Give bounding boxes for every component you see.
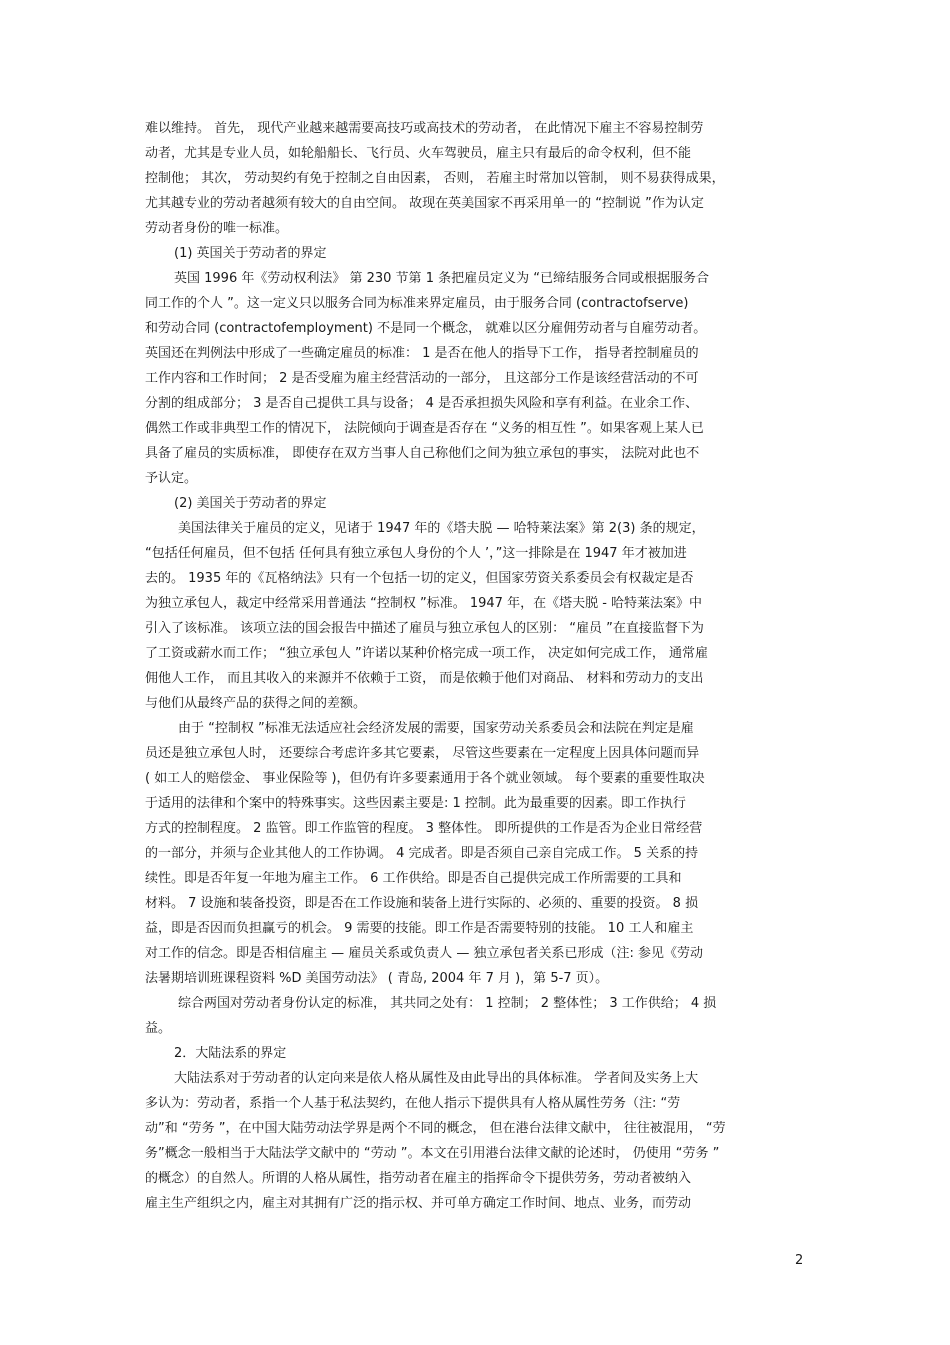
text-line: 去的。 1935 年的《瓦格纳法》只有一个包括一切的定义，但国家劳资关系委员会有权裁定是否 xyxy=(145,571,694,586)
text-line: ( 如工人的赔偿金、 事业保险等 )，但仍有许多要素通用于各个就业领域。 每个要素的重要性取决 xyxy=(145,771,705,786)
text-line: 劳动者身份的唯一标准。 xyxy=(145,221,289,236)
text-line: 与他们从最终产品的获得之间的差额。 xyxy=(145,696,367,711)
text-line: “包括任何雇员，但不包括 任何具有独立承包人身份的个人 ’，”这一排除是在 1947 年才被加进 xyxy=(145,546,687,561)
text-line: 尤其越专业的劳动者越须有较大的自由空间。 故现在英美国家不再采用单一的 “控制说 ”作为认定 xyxy=(145,196,704,211)
text-line: 为独立承包人，裁定中经常采用普通法 “控制权 ”标准。 1947 年，在《塔夫脱 - 哈特莱法案》中 xyxy=(145,596,703,611)
text-line: 于适用的法律和个案中的特殊事实。这些因素主要是: 1 控制。此为最重要的因素。即工作执行 xyxy=(145,796,686,811)
text-line: 的概念）的自然人。所谓的人格从属性，指劳动者在雇主的指挥命令下提供劳务，劳动者被纳入 xyxy=(145,1171,692,1186)
text-line: 引入了该标准。 该项立法的国会报告中描述了雇员与独立承包人的区别： “雇员 ”在直接监督下为 xyxy=(145,621,704,636)
text-line: 材料。 7 设施和装备投资，即是否在工作设施和装备上进行实际的、必须的、重要的投资。 8 损 xyxy=(145,896,699,911)
text-line: 员还是独立承包人时， 还要综合考虑许多其它要素， 尽管这些要素在一定程度上因具体问题而异 xyxy=(145,746,700,761)
text-line: 益。 xyxy=(145,1021,172,1036)
text-line: 雇主生产组织之内，雇主对其拥有广泛的指示权、并可单方确定工作时间、地点、业务，而劳动 xyxy=(145,1196,692,1211)
text-line: 佣他人工作， 而且其收入的来源并不依赖于工资， 而是依赖于他们对商品、 材料和劳动力的支出 xyxy=(145,671,704,686)
text-line: 的一部分，并须与企业其他人的工作协调。 4 完成者。即是否须自己亲自完成工作。 5 关系的持 xyxy=(145,846,699,861)
section-heading: 2．大陆法系的界定 xyxy=(174,1046,287,1061)
text-line: 控制他； 其次， 劳动契约有免于控制之自由因素， 否则， 若雇主时常加以管制， 则不易获得成果， xyxy=(145,171,725,186)
page-number: 2 xyxy=(795,1253,804,1268)
section-heading: (1) 英国关于劳动者的界定 xyxy=(174,246,327,261)
text-line: 续性。即是否年复一年地为雇主工作。 6 工作供给。即是否自己提供完成工作所需要的工具和 xyxy=(145,871,682,886)
text-line: 美国法律关于雇员的定义，见诸于 1947 年的《塔夫脱 — 哈特莱法案》第 2(3) 条的规定， xyxy=(178,521,705,536)
text-line: 法暑期培训班课程资料 %D 美国劳动法》 ( 青岛, 2004 年 7 月 )，第 5-7 页）。 xyxy=(145,971,609,986)
text-line: 难以维持。 首先， 现代产业越来越需要高技巧或高技术的劳动者， 在此情况下雇主不容易控制劳 xyxy=(145,121,704,136)
text-line: 工作内容和工作时间； 2 是否受雇为雇主经营活动的一部分， 且这部分工作是该经营活动的不可 xyxy=(145,371,699,386)
text-line: 益，即是否因而负担赢亏的机会。 9 需要的技能。即工作是否需要特别的技能。 10 工人和雇主 xyxy=(145,921,694,936)
text-line: 予认定。 xyxy=(145,471,198,486)
text-line: 对工作的信念。即是否相信雇主 — 雇员关系或负责人 — 独立承包者关系已形成（注: 参见《劳动 xyxy=(145,946,704,961)
text-line: 综合两国对劳动者身份认定的标准， 其共同之处有： 1 控制； 2 整体性； 3 工作供给； 4 损 xyxy=(178,996,717,1011)
text-line: 英国还在判例法中形成了一些确定雇员的标准： 1 是否在他人的指导下工作， 指导者控制雇员的 xyxy=(145,346,699,361)
text-line: 由于 “控制权 ”标准无法适应社会经济发展的需要，国家劳动关系委员会和法院在判定是雇 xyxy=(178,721,694,736)
text-line: 务”概念一般相当于大陆法学文献中的 “劳动 ”。本文在引用港台法律文献的论述时， 仍使用 “劳务 ” xyxy=(145,1146,720,1161)
text-line: 方式的控制程度。 2 监管。即工作监管的程度。 3 整体性。 即所提供的工作是否为企业日常经营 xyxy=(145,821,703,836)
text-line: 分割的组成部分； 3 是否自己提供工具与设备； 4 是否承担损失风险和享有利益。在业余工作、 xyxy=(145,396,699,411)
text-line: 了工资或薪水而工作； “独立承包人 ”许诺以某种价格完成一项工作， 决定如何完成工作， 通常雇 xyxy=(145,646,708,661)
text-line: 同工作的个人 ”。这一定义只以服务合同为标准来界定雇员，由于服务合同 (contractofserve) xyxy=(145,296,689,311)
section-heading: (2) 美国关于劳动者的界定 xyxy=(174,496,327,511)
text-line: 多认为：劳动者，系指一个人基于私法契约，在他人指示下提供具有人格从属性劳务（注: “劳 xyxy=(145,1096,681,1111)
text-line: 大陆法系对于劳动者的认定向来是依人格从属性及由此导出的具体标准。 学者间及实务上大 xyxy=(174,1071,699,1086)
text-line: 和劳动合同 (contractofemployment) 不是同一个概念， 就难以区分雇佣劳动者与自雇劳动者。 xyxy=(145,321,707,336)
text-line: 英国 1996 年《劳动权利法》 第 230 节第 1 条把雇员定义为 “已缔结服务合同或根据服务合 xyxy=(174,271,709,286)
text-line: 具备了雇员的实质标准， 即使存在双方当事人自己称他们之间为独立承包的事实， 法院对此也不 xyxy=(145,446,700,461)
text-line: 动者，尤其是专业人员，如轮船船长、飞行员、火车驾驶员，雇主只有最后的命令权利，但不能 xyxy=(145,146,692,161)
text-line: 动”和 “劳务 ”，在中国大陆劳动法学界是两个不同的概念， 但在港台法律文献中， 往往被混用， “劳 xyxy=(145,1121,726,1136)
text-line: 偶然工作或非典型工作的情况下， 法院倾向于调查是否存在 “义务的相互性 ”。如果客观上某人已 xyxy=(145,421,704,436)
